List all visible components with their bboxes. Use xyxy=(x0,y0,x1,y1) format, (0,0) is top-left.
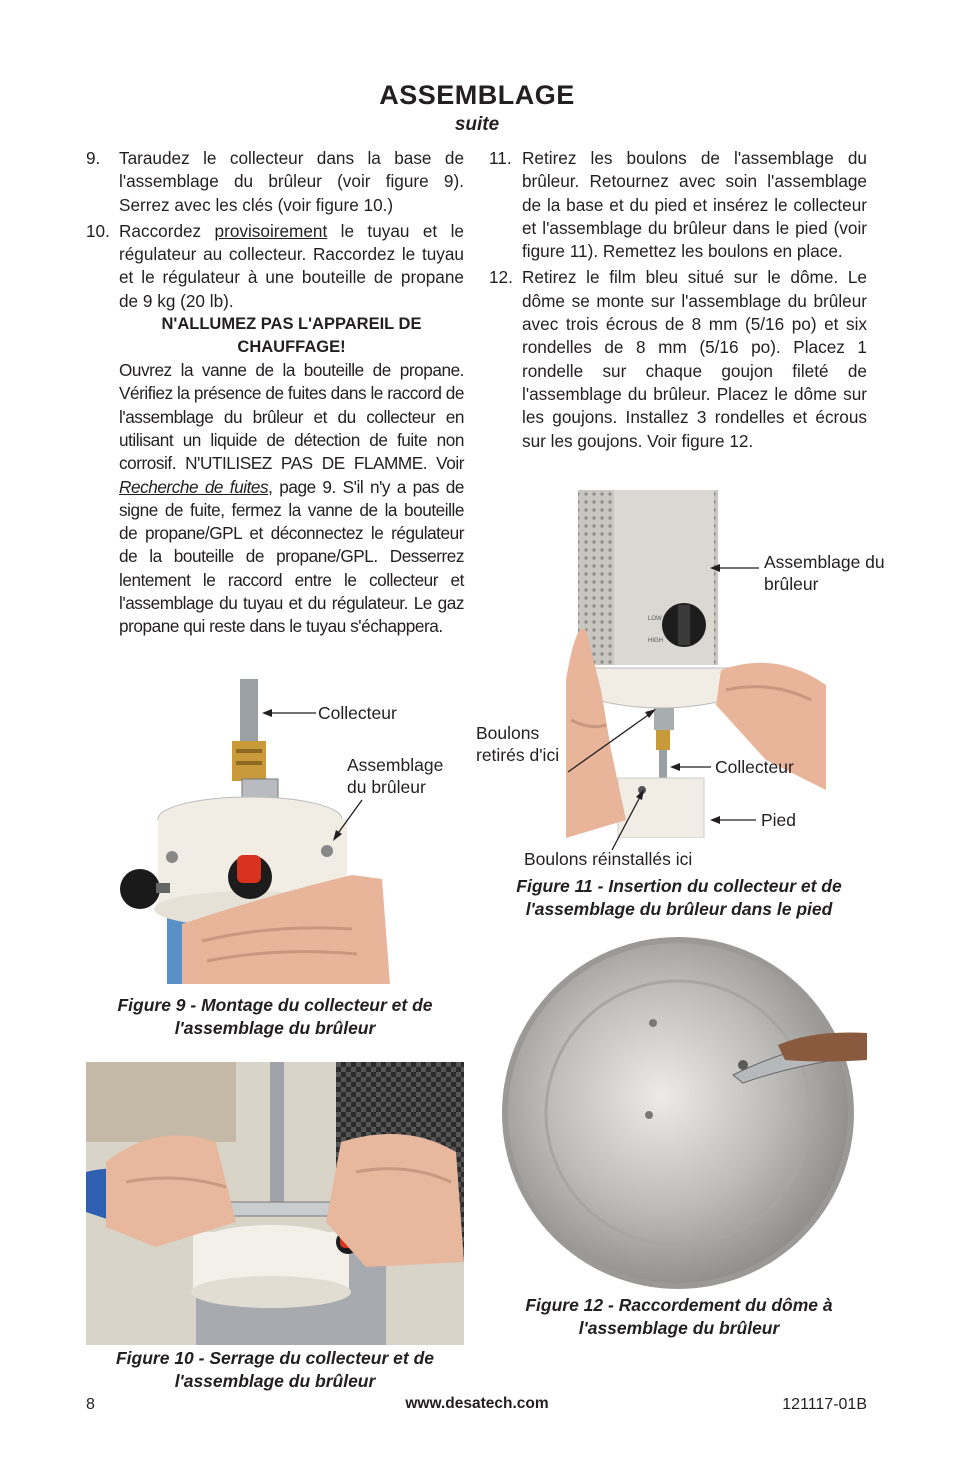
page-title: ASSEMBLAGE xyxy=(379,80,575,110)
step-number: 12. xyxy=(489,267,513,288)
figure-11-label-boulons-reinstalles: Boulons réinstallés ici xyxy=(524,849,693,869)
knob-high-text: HIGH xyxy=(648,638,663,644)
figure-11-label-collecteur: Collecteur xyxy=(715,757,794,777)
figure-11-caption: Figure 11 - Insertion du collecteur et de l'assemblage du brûleur dans le pied xyxy=(516,876,842,919)
warning-text: N'ALLUMEZ PAS L'APPAREIL DE CHAUFFAGE! xyxy=(161,315,422,357)
step-text: le tuyau et le régulateur au collecteur. Raccordez le tuyau et le régulateur à une bouteille de propane de 9 kg (20 lb). xyxy=(119,220,464,311)
figure-12-caption: Figure 12 - Raccordement du dôme à l'assemblage du brûleur xyxy=(525,1295,833,1338)
figure-9-label-collecteur: Collecteur xyxy=(318,703,397,723)
website-link[interactable]: www.desatech.com xyxy=(405,1395,549,1412)
figure-9-label-assemblage: Assemblage du brûleur xyxy=(347,755,444,797)
figure-11-label-assemblage: Assemblage du brûleur xyxy=(764,552,885,594)
step-text: Retirez les boulons de l'assemblage du brûleur. Retournez avec soin l'assemblage de la base et du pied et insérez le collecteur et l'assemblage du brûleur dans le pied (voir figure 11). Remettez les boulons en place. xyxy=(522,148,867,262)
step-text: Retirez le film bleu situé sur le dôme. Le dôme se monte sur l'assemblage du brûleur avec trois écrous de 8 mm (5/16 po) et six rondelles de 8 mm (5/16 po). Placez 1 rondelle sur chaque goujon fileté de l'assemblage du brûleur. Placez le dôme sur les goujons. Installez 3 rondelles et écrous sur les goujons. Voir figure 12. xyxy=(522,267,867,451)
step-number: 11. xyxy=(489,148,512,168)
step-number: 10. xyxy=(86,220,110,241)
figure-9-caption: Figure 9 - Montage du collecteur et de l'assemblage du brûleur xyxy=(117,995,433,1038)
step-text: Taraudez le collecteur dans la base de l'assemblage du brûleur (voir figure 9). Serrez avec les clés (voir figure 10.) xyxy=(119,148,464,215)
figure-11-label-boulons-retires: Boulons retirés d'ici xyxy=(476,723,560,765)
figure-10-caption: Figure 10 - Serrage du collecteur et de l'assemblage du brûleur xyxy=(115,1348,435,1391)
figure-11-label-pied: Pied xyxy=(761,810,797,830)
page-subtitle: suite xyxy=(454,114,500,135)
knob-low-text: LOW xyxy=(648,616,662,622)
step-text: Ouvrez la vanne de la bouteille de propane. Vérifiez la présence de fuites dans le raccord de l'assemblage du brûleur et du collecteur en utilisant un liquide de détection de fuite non corrosif. N'UTILISEZ PAS DE FLAMME. Voir xyxy=(119,360,464,474)
cross-reference-link[interactable]: Recherche de fuites xyxy=(119,476,269,497)
step-text: , page 9. S'il n'y a pas de signe de fuite, fermez la vanne de la bouteille de propane/GPL et déconnectez le régulateur de la bouteille de propane/GPL. Desserrez lentement le raccord entre le collecteur et l'assemblage du tuyau et du régulateur. Le gaz propane qui reste dans le tuyau s'échappera. xyxy=(119,476,464,637)
document-code: 121117-01B xyxy=(782,1396,867,1413)
emphasis-text: provisoirement xyxy=(214,220,328,241)
figure-12-photo xyxy=(493,935,867,1290)
step-number: 9. xyxy=(86,148,101,168)
step-text: Raccordez xyxy=(119,220,215,241)
page-number: 8 xyxy=(86,1396,95,1413)
